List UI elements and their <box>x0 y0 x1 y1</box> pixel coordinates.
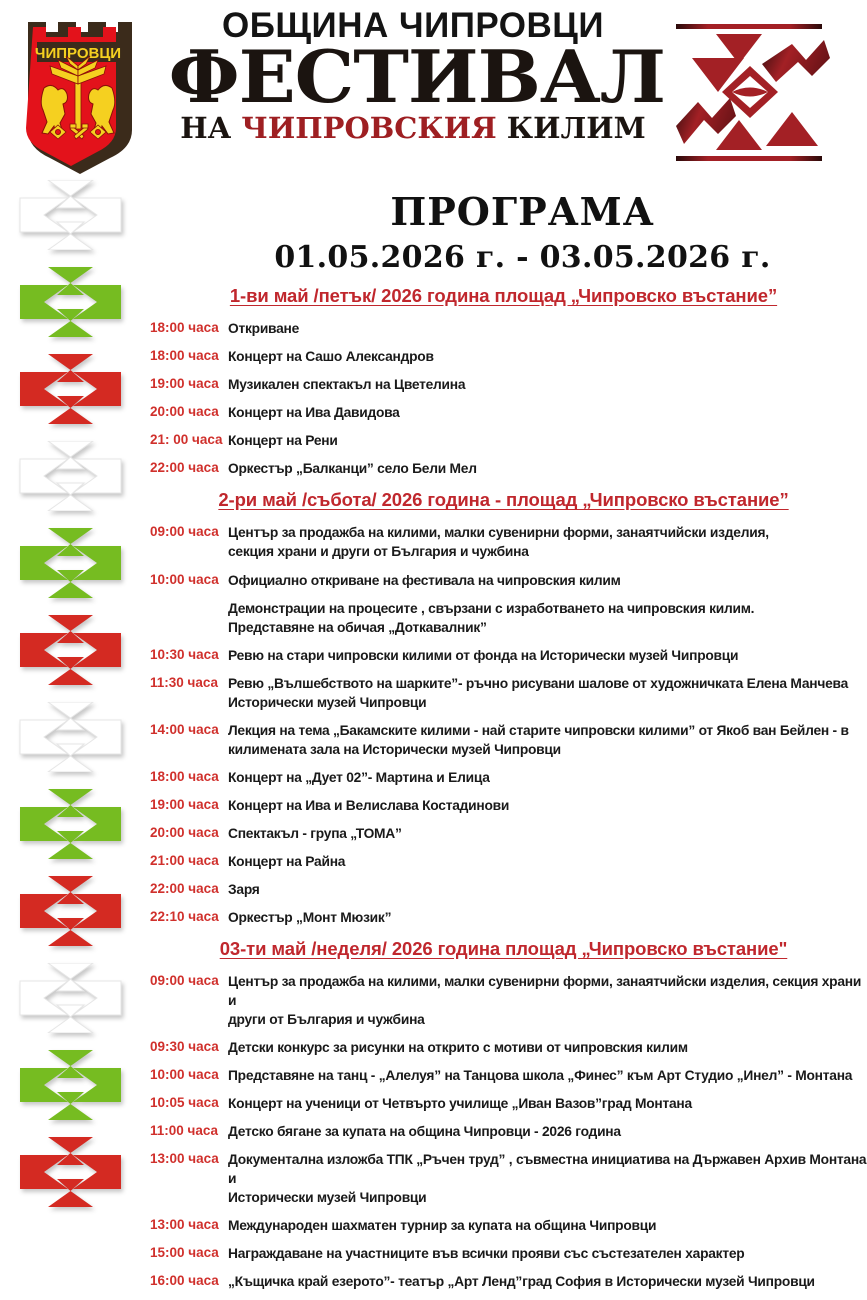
schedule-row <box>140 523 867 561</box>
event-description-line: Откриване <box>228 321 300 337</box>
event-time: 09:30 часа <box>150 1039 219 1055</box>
event-time: 11:00 часа <box>150 1123 219 1139</box>
event-description-line: Музикален спектакъл на Цветелина <box>228 377 466 393</box>
event-time: 16:00 часа <box>150 1273 219 1289</box>
event-description-line: Демонстрации на процесите , свързани с изработването на чипровския килим. <box>228 600 755 616</box>
event-description <box>228 1094 867 1113</box>
schedule-row <box>140 908 867 927</box>
festival-subtitle-suffix: КИЛИМ <box>496 110 646 145</box>
event-time: 15:00 часа <box>150 1245 219 1261</box>
kilim-diamond-motif-icon <box>18 1137 123 1207</box>
event-description <box>228 319 867 338</box>
event-description <box>228 768 867 787</box>
poster-header <box>0 0 867 180</box>
event-description <box>228 403 867 422</box>
event-description <box>228 1122 867 1141</box>
kilim-diamond-motif-icon <box>18 354 123 424</box>
event-time: 14:00 часа <box>150 721 219 737</box>
event-time: 18:00 часа <box>150 768 219 784</box>
header-title-group <box>168 6 665 178</box>
event-time: 22:00 часа <box>150 880 219 896</box>
event-time: 19:00 часа <box>150 376 219 392</box>
event-time: 10:00 часа <box>150 1067 219 1083</box>
event-description-line: Документална изложба ТПК „Ръчен труд” , съвместна инициатива на Държавен Архив Монтана и <box>228 1152 867 1187</box>
event-time: 21:00 часа <box>150 852 219 868</box>
event-description-line: Концерт на Ива и Велислава Костадинови <box>228 797 510 813</box>
event-description-line: Център за продажба на килими, малки сувенирни форми, занаятчийски изделия, секция храни и <box>228 974 862 1009</box>
event-time: 13:00 часа <box>150 1217 219 1233</box>
event-description-line: Оркестър „Монт Мюзик” <box>228 909 392 925</box>
event-description-line: Исторически музей Чипровци <box>228 694 427 710</box>
event-time: 09:00 часа <box>150 973 219 989</box>
event-description-line: Представяне на обичая „Доткавалник” <box>228 619 487 635</box>
event-description <box>228 852 867 871</box>
festival-title: ФЕСТИВАЛ <box>168 34 665 120</box>
kilim-diamond-motif-icon <box>18 789 123 859</box>
event-time: 21: 00 часа <box>150 432 223 448</box>
schedule-day <box>140 488 867 927</box>
schedule-row <box>140 375 867 394</box>
kilim-diamond-motif-icon <box>18 528 123 598</box>
event-description <box>228 571 867 590</box>
event-description-line: Ревю „Вълшебството на шарките”- ръчно рисувани шалове от художничката Елена Манчева <box>228 675 849 691</box>
event-description-line: Заря <box>228 881 260 897</box>
schedule-row <box>140 824 867 843</box>
schedule-row <box>140 852 867 871</box>
kilim-diamond-motif-icon <box>18 615 123 685</box>
day-heading: 2-ри май /събота/ 2026 година - площад „Чипровско въстание” <box>218 489 789 511</box>
festival-subtitle-highlight: ЧИПРОВСКИЯ <box>241 110 497 145</box>
event-description-line: секция храни и други от България и чужбина <box>228 544 529 560</box>
schedule-row <box>140 319 867 338</box>
event-description-line: Концерт на Райна <box>228 853 346 869</box>
municipality-title: ОБЩИНА ЧИПРОВЦИ <box>222 6 604 45</box>
schedule-row <box>140 1216 867 1235</box>
event-description-line: Официално откриване на фестивала на чипровския килим <box>228 572 621 588</box>
event-description <box>228 459 867 478</box>
event-description <box>228 1150 867 1207</box>
event-description <box>228 1244 867 1263</box>
event-description <box>228 1272 867 1291</box>
coat-of-arms-icon <box>20 14 140 174</box>
event-description <box>228 880 867 899</box>
event-time: 22:10 часа <box>150 908 219 924</box>
schedule-row <box>140 880 867 899</box>
event-description-line: Концерт на „Дует 02”- Мартина и Елица <box>228 769 490 785</box>
schedule-row <box>140 1272 867 1291</box>
event-description-line: „Къщичка край езерото”- театър „Арт Ленд”град София в Исторически музей Чипровци <box>228 1274 815 1290</box>
kilim-diamond-motif-icon <box>18 876 123 946</box>
event-description-line: Награждаване на участниците във всички прояви със състезателен характер <box>228 1246 745 1262</box>
event-description <box>228 674 867 712</box>
page-title: ПРОГРАМА <box>390 189 655 234</box>
kilim-diamond-motif-icon <box>18 180 123 250</box>
chiprovtsi-kilim-motif-logo-icon <box>672 14 858 174</box>
schedule-row <box>140 1066 867 1085</box>
event-description-line: други от България и чужбина <box>228 1012 425 1028</box>
kilim-diamond-motif-icon <box>18 267 123 337</box>
event-description <box>228 908 867 927</box>
event-time: 10:05 часа <box>150 1095 219 1111</box>
event-description <box>228 1216 867 1235</box>
decorative-border-strip <box>0 180 140 1227</box>
event-time: 13:00 часа <box>150 1151 219 1167</box>
event-description <box>228 431 867 450</box>
schedule-row <box>140 459 867 478</box>
event-description-line: Концерт на Сашо Александров <box>228 349 434 365</box>
event-description-line: Оркестър „Балканци” село Бели Мел <box>228 461 477 477</box>
schedule-row <box>140 972 867 1029</box>
schedule-row <box>140 347 867 366</box>
event-description-line: Детско бягане за купата на община Чипровци - 2026 година <box>228 1124 621 1140</box>
event-time: 10:00 часа <box>150 571 219 587</box>
program-title-block <box>178 190 867 276</box>
schedule-row <box>140 646 867 665</box>
event-description <box>228 1066 867 1085</box>
schedule-row <box>140 768 867 787</box>
schedule-row <box>140 431 867 450</box>
event-description-line: Международен шахматен турнир за купата на община Чипровци <box>228 1218 657 1234</box>
schedule-row <box>140 1150 867 1207</box>
schedule-row <box>140 1122 867 1141</box>
event-description <box>228 375 867 394</box>
event-description <box>228 972 867 1029</box>
event-time: 20:00 часа <box>150 824 219 840</box>
program-date-range: 01.05.2026 г. - 03.05.2026 г. <box>274 239 771 275</box>
event-time: 18:00 часа <box>150 348 219 364</box>
coat-of-arms-town-label: ЧИПРОВЦИ <box>34 45 122 62</box>
event-description <box>228 599 867 637</box>
event-description-line: Представяне на танц - „Алелуя” на Танцова школа „Финес” към Арт Студио „Инел” - Монтана <box>228 1068 853 1084</box>
schedule-row <box>140 674 867 712</box>
event-description <box>228 721 867 759</box>
event-time: 19:00 часа <box>150 796 219 812</box>
schedule-row <box>140 796 867 815</box>
event-time: 10:30 часа <box>150 646 219 662</box>
event-description-line: Концерт на ученици от Четвърто училище „Иван Вазов”град Монтана <box>228 1096 692 1112</box>
schedule-day <box>140 284 867 478</box>
schedule-day <box>140 937 867 1292</box>
schedule-row <box>140 599 867 637</box>
day-heading: 03-ти май /неделя/ 2026 година площад „Чипровско въстание" <box>219 937 788 959</box>
event-description <box>228 523 867 561</box>
event-description <box>228 646 867 665</box>
schedule-row <box>140 721 867 759</box>
event-time: 20:00 часа <box>150 404 219 420</box>
event-description-line: Концерт на Ива Давидова <box>228 405 400 421</box>
day-heading: 1-ви май /петък/ 2026 година площад „Чипровско въстание” <box>229 285 778 306</box>
event-description-line: Ревю на стари чипровски килими от фонда на Исторически музей Чипровци <box>228 647 739 663</box>
event-description-line: Център за продажба на килими, малки сувенирни форми, занаятчийски изделия, <box>228 525 769 541</box>
kilim-diamond-motif-icon <box>18 1050 123 1120</box>
event-description-line: Спектакъл - група „ТОМА” <box>228 825 402 841</box>
event-time: 09:00 часа <box>150 524 219 540</box>
schedule-row <box>140 571 867 590</box>
festival-subtitle-prefix: НА <box>180 110 242 145</box>
event-description-line: Лекция на тема „Бакамските килими - най старите чипровски килими” от Якоб ван Бейлен - в <box>228 722 849 738</box>
event-description <box>228 824 867 843</box>
schedule-row <box>140 403 867 422</box>
kilim-diamond-motif-icon <box>18 702 123 772</box>
event-description <box>228 796 867 815</box>
schedule-row <box>140 1244 867 1263</box>
kilim-diamond-motif-icon <box>18 441 123 511</box>
event-description <box>228 1038 867 1057</box>
event-description <box>228 347 867 366</box>
event-time: 18:00 часа <box>150 320 219 336</box>
schedule-row <box>140 1038 867 1057</box>
event-time: 11:30 часа <box>150 674 219 690</box>
event-description-line: Исторически музей Чипровци <box>228 1190 427 1206</box>
event-time: 22:00 часа <box>150 460 219 476</box>
schedule-row <box>140 1094 867 1113</box>
event-description-line: Концерт на Рени <box>228 433 338 449</box>
kilim-diamond-motif-icon <box>18 963 123 1033</box>
schedule-container <box>140 282 867 1300</box>
event-description-line: Детски конкурс за рисунки на открито с мотиви от чипровския килим <box>228 1040 688 1056</box>
event-description-line: килимената зала на Исторически музей Чипровци <box>228 741 561 757</box>
